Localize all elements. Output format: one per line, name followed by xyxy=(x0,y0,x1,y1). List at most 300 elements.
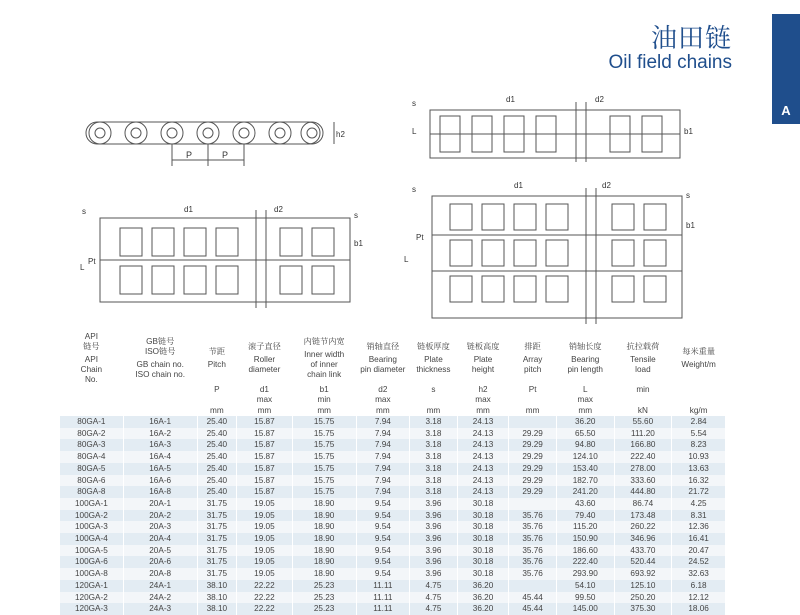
table-cell: 22.22 xyxy=(237,592,293,604)
table-header-en: Plate thickness xyxy=(416,355,451,374)
table-cell: 20A-5 xyxy=(123,545,197,557)
table-header-cell xyxy=(197,332,236,385)
table-cell: 99.50 xyxy=(556,592,614,604)
section-tab xyxy=(772,14,800,124)
table-cell: 5.54 xyxy=(672,428,726,440)
table-cell: 30.18 xyxy=(457,510,509,522)
table-row xyxy=(60,498,726,510)
table-cell: 21.72 xyxy=(672,486,726,498)
table-cell: 25.40 xyxy=(197,486,236,498)
label-l-c: L xyxy=(404,255,409,264)
table-cell: 29.29 xyxy=(509,475,557,487)
table-cell: 120GA-2 xyxy=(60,592,123,604)
table-cell: 36.20 xyxy=(556,416,614,428)
table-cell xyxy=(509,498,557,510)
table-header-unit: mm xyxy=(197,405,236,416)
table-header-symbol: L max xyxy=(556,385,614,405)
table-cell: 444.80 xyxy=(614,486,672,498)
table-cell: 15.75 xyxy=(292,439,356,451)
table-cell: 24.13 xyxy=(457,475,509,487)
table-cell: 35.76 xyxy=(509,568,557,580)
table-header-en: API Chain No. xyxy=(80,355,103,384)
table-cell: 65.50 xyxy=(556,428,614,440)
table-cell: 16A-6 xyxy=(123,475,197,487)
table-cell: 15.87 xyxy=(237,475,293,487)
table-cell: 19.05 xyxy=(237,510,293,522)
table-cell: 15.87 xyxy=(237,416,293,428)
table-header-unit: kN xyxy=(614,405,672,416)
table-cell: 16A-3 xyxy=(123,439,197,451)
table-cell: 30.18 xyxy=(457,568,509,580)
table-cell: 8.31 xyxy=(672,510,726,522)
table-cell: 3.18 xyxy=(410,475,458,487)
table-cell: 24A-1 xyxy=(123,580,197,592)
table-cell: 18.90 xyxy=(292,510,356,522)
table-cell: 7.94 xyxy=(356,463,410,475)
table-cell: 145.00 xyxy=(556,603,614,615)
oil-field-chain-spec-table xyxy=(60,332,726,615)
label-h2: h2 xyxy=(336,130,345,139)
table-cell: 19.05 xyxy=(237,568,293,580)
table-header-cn: 链板高度 xyxy=(466,342,500,351)
table-cell: 35.76 xyxy=(509,545,557,557)
table-cell: 80GA-3 xyxy=(60,439,123,451)
table-header-symbol: d1 max xyxy=(237,385,293,405)
table-cell: 9.54 xyxy=(356,498,410,510)
table-cell: 31.75 xyxy=(197,556,236,568)
table-cell: 100GA-3 xyxy=(60,521,123,533)
table-row xyxy=(60,568,726,580)
table-cell: 20.47 xyxy=(672,545,726,557)
table-cell: 24.13 xyxy=(457,439,509,451)
quad-strand-diagram xyxy=(402,178,702,326)
table-header-cell xyxy=(672,332,726,385)
table-cell: 31.75 xyxy=(197,533,236,545)
table-header-cn: 排距 xyxy=(524,342,541,351)
table-cell xyxy=(509,580,557,592)
label-d2-b: d2 xyxy=(274,205,283,214)
table-cell: 25.23 xyxy=(292,580,356,592)
label-d1-b: d1 xyxy=(184,205,193,214)
table-cell: 80GA-1 xyxy=(60,416,123,428)
table-cell: 19.05 xyxy=(237,533,293,545)
table-cell: 80GA-6 xyxy=(60,475,123,487)
table-cell: 125.10 xyxy=(614,580,672,592)
table-header-en: Pitch xyxy=(207,360,226,369)
table-cell: 4.75 xyxy=(410,580,458,592)
table-cell: 31.75 xyxy=(197,545,236,557)
table-cell: 9.54 xyxy=(356,545,410,557)
table-cell: 111.20 xyxy=(614,428,672,440)
table-header-unit: mm xyxy=(457,405,509,416)
table-cell: 166.80 xyxy=(614,439,672,451)
table-cell: 20A-8 xyxy=(123,568,197,580)
table-header-cn: 链板厚度 xyxy=(417,342,450,351)
label-b1-c: b1 xyxy=(686,221,695,230)
table-cell: 9.54 xyxy=(356,533,410,545)
table-cell: 19.05 xyxy=(237,498,293,510)
table-cell: 25.40 xyxy=(197,475,236,487)
table-cell: 29.29 xyxy=(509,428,557,440)
table-row xyxy=(60,475,726,487)
table-cell: 31.75 xyxy=(197,568,236,580)
table-header-unit: kg/m xyxy=(672,405,726,416)
table-cell: 3.18 xyxy=(410,416,458,428)
table-cell: 520.44 xyxy=(614,556,672,568)
section-tab-label: A xyxy=(781,103,791,118)
table-header-unit: mm xyxy=(356,405,410,416)
table-header-unit: mm xyxy=(237,405,293,416)
table-cell: 29.29 xyxy=(509,486,557,498)
table-cell: 7.94 xyxy=(356,451,410,463)
table-cell: 100GA-2 xyxy=(60,510,123,522)
table-cell: 36.20 xyxy=(457,580,509,592)
table-cell: 24A-2 xyxy=(123,592,197,604)
table-cell: 29.29 xyxy=(509,451,557,463)
table-cell: 13.63 xyxy=(672,463,726,475)
table-header-en: Array pitch xyxy=(522,355,543,374)
table-row xyxy=(60,451,726,463)
table-cell: 24.13 xyxy=(457,463,509,475)
table-cell: 4.75 xyxy=(410,592,458,604)
table-cell: 250.20 xyxy=(614,592,672,604)
table-cell: 25.40 xyxy=(197,428,236,440)
table-cell: 153.40 xyxy=(556,463,614,475)
table-header-unit xyxy=(123,405,197,416)
label-s-c: s xyxy=(412,185,416,194)
table-row xyxy=(60,463,726,475)
table-cell: 79.40 xyxy=(556,510,614,522)
table-cell: 31.75 xyxy=(197,521,236,533)
table-cell: 16.32 xyxy=(672,475,726,487)
table-header-symbol: h2 max xyxy=(457,385,509,405)
table-cell: 11.11 xyxy=(356,580,410,592)
table-cell: 3.18 xyxy=(410,439,458,451)
table-header-cell xyxy=(356,332,410,385)
table-row xyxy=(60,510,726,522)
table-cell: 15.87 xyxy=(237,451,293,463)
table-cell: 36.20 xyxy=(457,603,509,615)
table-cell: 6.18 xyxy=(672,580,726,592)
label-d2-c: d2 xyxy=(602,181,611,190)
label-l-b: L xyxy=(80,263,85,272)
table-cell: 100GA-5 xyxy=(60,545,123,557)
label-s-c2: s xyxy=(686,191,690,200)
table-cell: 3.18 xyxy=(410,486,458,498)
table-header-en: Bearing pin length xyxy=(567,355,603,374)
table-header-cell xyxy=(509,332,557,385)
table-row xyxy=(60,556,726,568)
page-title-en: Oil field chains xyxy=(608,52,732,73)
table-cell: 241.20 xyxy=(556,486,614,498)
label-s-b2: s xyxy=(354,211,358,220)
table-cell: 100GA-1 xyxy=(60,498,123,510)
table-cell: 25.23 xyxy=(292,603,356,615)
table-header-cn: 抗拉载荷 xyxy=(626,342,660,351)
table-cell: 16.41 xyxy=(672,533,726,545)
table-cell: 25.40 xyxy=(197,439,236,451)
table-cell: 15.75 xyxy=(292,486,356,498)
table-cell: 278.00 xyxy=(614,463,672,475)
table-header-unit xyxy=(60,405,123,416)
table-cell: 30.18 xyxy=(457,556,509,568)
table-header-cell xyxy=(292,332,356,385)
table-cell: 12.36 xyxy=(672,521,726,533)
table-row xyxy=(60,428,726,440)
table-cell: 15.75 xyxy=(292,451,356,463)
table-row xyxy=(60,533,726,545)
table-cell: 55.60 xyxy=(614,416,672,428)
table-header-cn: 销轴长度 xyxy=(568,342,602,351)
table-cell: 120GA-3 xyxy=(60,603,123,615)
table-cell: 80GA-4 xyxy=(60,451,123,463)
table-cell: 7.94 xyxy=(356,486,410,498)
table-row xyxy=(60,486,726,498)
triple-strand-diagram xyxy=(80,200,370,312)
table-cell: 80GA-8 xyxy=(60,486,123,498)
table-cell: 15.87 xyxy=(237,439,293,451)
table-cell: 22.22 xyxy=(237,580,293,592)
table-row xyxy=(60,592,726,604)
table-cell: 115.20 xyxy=(556,521,614,533)
table-header-symbol: b1 min xyxy=(292,385,356,405)
table-cell: 186.60 xyxy=(556,545,614,557)
table-cell: 124.10 xyxy=(556,451,614,463)
table-cell: 7.94 xyxy=(356,428,410,440)
table-cell: 8.23 xyxy=(672,439,726,451)
table-cell: 25.40 xyxy=(197,416,236,428)
table-row xyxy=(60,521,726,533)
table-cell: 29.29 xyxy=(509,439,557,451)
table-row xyxy=(60,603,726,615)
table-header-en: Bearing pin diameter xyxy=(360,355,406,374)
table-cell: 260.22 xyxy=(614,521,672,533)
table-cell: 20A-1 xyxy=(123,498,197,510)
table-cell: 15.75 xyxy=(292,463,356,475)
table-cell: 80GA-2 xyxy=(60,428,123,440)
table-cell: 9.54 xyxy=(356,521,410,533)
table-header-cell xyxy=(123,332,197,385)
table-cell: 100GA-8 xyxy=(60,568,123,580)
label-l-a: L xyxy=(412,127,417,136)
table-cell: 9.54 xyxy=(356,510,410,522)
table-cell: 4.75 xyxy=(410,603,458,615)
table-cell: 433.70 xyxy=(614,545,672,557)
table-cell: 24A-3 xyxy=(123,603,197,615)
table-header-cell xyxy=(237,332,293,385)
table-cell: 150.90 xyxy=(556,533,614,545)
label-s-b: s xyxy=(82,207,86,216)
table-cell: 3.96 xyxy=(410,521,458,533)
table-cell: 20A-4 xyxy=(123,533,197,545)
table-cell: 18.90 xyxy=(292,545,356,557)
table-header-en: Weight/m xyxy=(681,360,716,369)
table-cell: 15.75 xyxy=(292,475,356,487)
table-cell: 16A-4 xyxy=(123,451,197,463)
table-cell: 35.76 xyxy=(509,533,557,545)
table-cell: 15.87 xyxy=(237,463,293,475)
table-header-symbol: s xyxy=(410,385,458,405)
table-cell: 3.18 xyxy=(410,451,458,463)
table-cell: 18.90 xyxy=(292,521,356,533)
table-cell: 3.96 xyxy=(410,556,458,568)
table-header-cn: GB链号 ISO链号 xyxy=(144,337,176,356)
table-cell: 43.60 xyxy=(556,498,614,510)
table-cell: 182.70 xyxy=(556,475,614,487)
label-p-2: P xyxy=(222,150,229,160)
table-cell: 7.94 xyxy=(356,416,410,428)
table-cell: 38.10 xyxy=(197,603,236,615)
table-row xyxy=(60,580,726,592)
table-cell: 4.25 xyxy=(672,498,726,510)
table-cell: 100GA-6 xyxy=(60,556,123,568)
table-header-en: Inner width of inner chain link xyxy=(304,350,345,379)
table-header-row-symbols xyxy=(60,385,726,405)
table-cell: 3.96 xyxy=(410,545,458,557)
table-cell: 11.11 xyxy=(356,603,410,615)
table-cell: 35.76 xyxy=(509,556,557,568)
table-body xyxy=(60,416,726,615)
table-cell: 30.18 xyxy=(457,521,509,533)
table-cell: 3.18 xyxy=(410,428,458,440)
table-header-cn: 节距 xyxy=(208,347,226,356)
table-header-en: Tensile load xyxy=(630,355,656,374)
table-cell: 25.23 xyxy=(292,592,356,604)
label-s-a: s xyxy=(412,99,416,108)
table-cell: 24.13 xyxy=(457,428,509,440)
table-cell: 16A-2 xyxy=(123,428,197,440)
table-header-cell xyxy=(457,332,509,385)
table-cell: 38.10 xyxy=(197,580,236,592)
table-cell: 16A-5 xyxy=(123,463,197,475)
table-header-cell xyxy=(556,332,614,385)
table-cell: 12.12 xyxy=(672,592,726,604)
table-cell: 31.75 xyxy=(197,498,236,510)
table-header-unit: mm xyxy=(509,405,557,416)
table-cell: 3.96 xyxy=(410,498,458,510)
label-pt-b: Pt xyxy=(88,257,96,266)
table-cell: 11.11 xyxy=(356,592,410,604)
label-pt-c: Pt xyxy=(416,233,424,242)
table-cell: 22.22 xyxy=(237,603,293,615)
table-row xyxy=(60,545,726,557)
table-cell: 45.44 xyxy=(509,592,557,604)
table-cell: 7.94 xyxy=(356,475,410,487)
table-cell: 9.54 xyxy=(356,568,410,580)
table-header-cell xyxy=(614,332,672,385)
table-cell: 19.05 xyxy=(237,521,293,533)
table-cell: 15.75 xyxy=(292,428,356,440)
table-cell: 16A-8 xyxy=(123,486,197,498)
table-cell: 3.96 xyxy=(410,533,458,545)
table-header-row-units xyxy=(60,405,726,416)
table-header-row-names xyxy=(60,332,726,385)
table-cell: 346.96 xyxy=(614,533,672,545)
label-d2-a: d2 xyxy=(595,95,604,104)
table-cell: 222.40 xyxy=(614,451,672,463)
table-header-cn: 销轴直径 xyxy=(366,342,400,351)
table-cell: 18.90 xyxy=(292,556,356,568)
table-header-symbol xyxy=(123,385,197,405)
table-cell: 18.06 xyxy=(672,603,726,615)
table-cell: 30.18 xyxy=(457,545,509,557)
table-cell: 94.80 xyxy=(556,439,614,451)
table-header-symbol: d2 max xyxy=(356,385,410,405)
table-cell: 3.96 xyxy=(410,510,458,522)
table-header-en: Roller diameter xyxy=(248,355,281,374)
label-b1-a: b1 xyxy=(684,127,693,136)
table-cell: 15.87 xyxy=(237,428,293,440)
table-cell: 20A-6 xyxy=(123,556,197,568)
table-cell: 3.96 xyxy=(410,568,458,580)
chain-side-view-diagram xyxy=(78,108,348,170)
table-cell: 30.18 xyxy=(457,498,509,510)
table-cell: 18.90 xyxy=(292,498,356,510)
table-header-cell xyxy=(60,332,123,385)
table-cell: 38.10 xyxy=(197,592,236,604)
table-cell: 18.90 xyxy=(292,533,356,545)
label-b1-b: b1 xyxy=(354,239,363,248)
table-cell: 32.63 xyxy=(672,568,726,580)
table-cell: 35.76 xyxy=(509,521,557,533)
table-header-symbol: min xyxy=(614,385,672,405)
table-cell: 25.40 xyxy=(197,451,236,463)
table-cell: 54.10 xyxy=(556,580,614,592)
table-header-cn: 内链节内宽 xyxy=(303,337,345,346)
table-cell: 293.90 xyxy=(556,568,614,580)
table-cell: 19.05 xyxy=(237,556,293,568)
table-cell: 24.13 xyxy=(457,416,509,428)
table-cell: 173.48 xyxy=(614,510,672,522)
table-header-unit: mm xyxy=(556,405,614,416)
table-cell: 9.54 xyxy=(356,556,410,568)
table-cell: 80GA-5 xyxy=(60,463,123,475)
table-header-unit: mm xyxy=(292,405,356,416)
table-cell: 86.74 xyxy=(614,498,672,510)
label-d1-a: d1 xyxy=(506,95,515,104)
table-cell: 35.76 xyxy=(509,510,557,522)
table-cell: 16A-1 xyxy=(123,416,197,428)
table-header-cn: 每米重量 xyxy=(682,347,716,356)
table-cell: 45.44 xyxy=(509,603,557,615)
table-cell: 30.18 xyxy=(457,533,509,545)
table-header-symbol xyxy=(672,385,726,405)
table-header-symbol: P xyxy=(197,385,236,405)
table-cell: 333.60 xyxy=(614,475,672,487)
table-cell: 24.13 xyxy=(457,451,509,463)
table-cell: 24.13 xyxy=(457,486,509,498)
table-cell: 25.40 xyxy=(197,463,236,475)
table-cell: 7.94 xyxy=(356,439,410,451)
page-title-cn: 油田链 xyxy=(650,24,732,54)
table-cell: 20A-3 xyxy=(123,521,197,533)
table-header-en: Plate height xyxy=(471,355,495,374)
table-cell: 3.18 xyxy=(410,463,458,475)
table-cell: 24.52 xyxy=(672,556,726,568)
table-header-cn: 滚子直径 xyxy=(248,342,281,351)
double-strand-diagram xyxy=(410,92,700,164)
table-header-symbol xyxy=(60,385,123,405)
label-d1-c: d1 xyxy=(514,181,523,190)
table-cell: 15.87 xyxy=(237,486,293,498)
table-header-symbol: Pt xyxy=(509,385,557,405)
table-cell: 693.92 xyxy=(614,568,672,580)
table-cell: 100GA-4 xyxy=(60,533,123,545)
table-header-en: GB chain no. ISO chain no. xyxy=(135,360,185,379)
table-cell: 10.93 xyxy=(672,451,726,463)
table-cell: 2.84 xyxy=(672,416,726,428)
table-header-cell xyxy=(410,332,458,385)
